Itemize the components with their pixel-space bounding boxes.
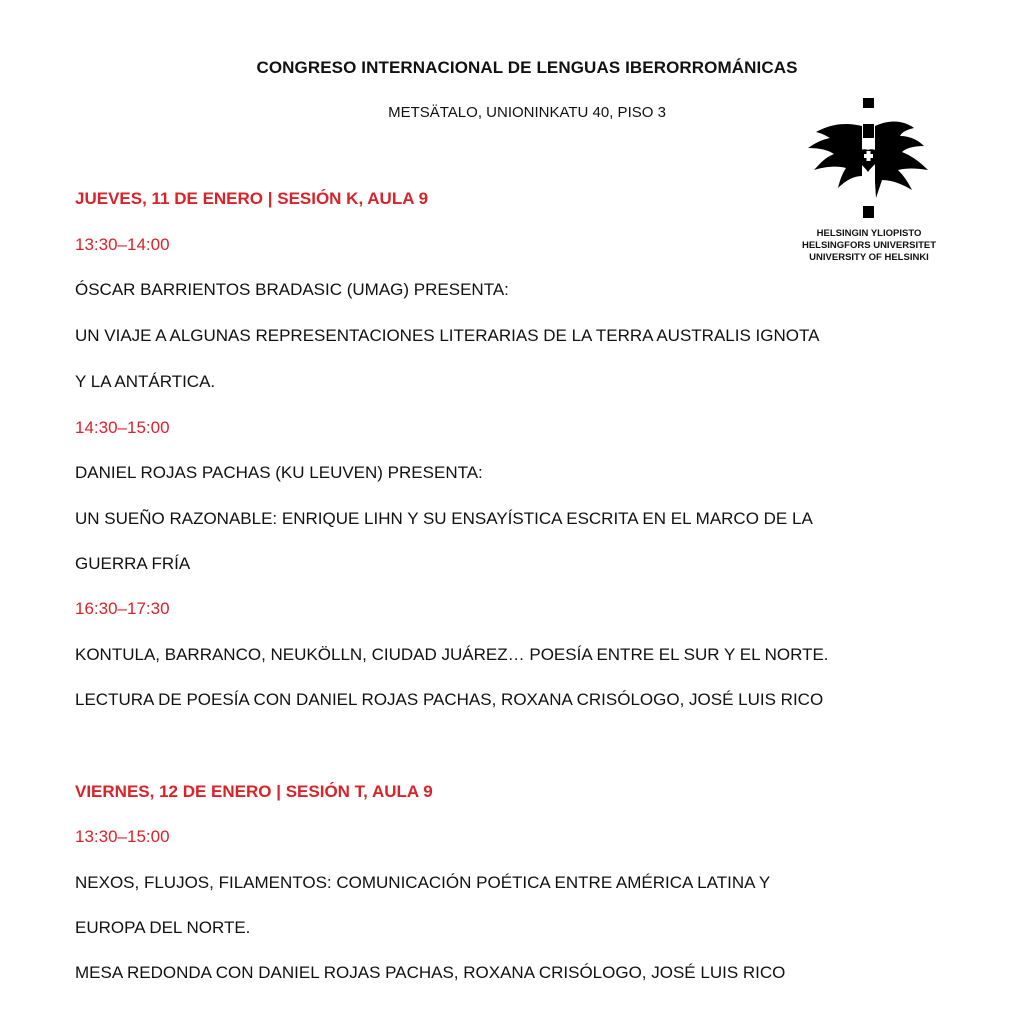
event-description: EUROPA DEL NORTE. [75,918,251,937]
event-time: 13:30–14:00 [75,235,170,254]
event-time: 14:30–15:00 [75,418,170,437]
logo-line-english: UNIVERSITY OF HELSINKI [809,252,929,263]
logo-wordmark [784,228,954,264]
event-description: UN SUEÑO RAZONABLE: ENRIQUE LIHN Y SU ENSAYÍSTICA ESCRITA EN EL MARCO DE LA [75,509,813,528]
event-description: NEXOS, FLUJOS, FILAMENTOS: COMUNICACIÓN POÉTICA ENTRE AMÉRICA LATINA Y [75,873,771,892]
event-description: LECTURA DE POESÍA CON DANIEL ROJAS PACHAS, ROXANA CRISÓLOGO, JOSÉ LUIS RICO [75,690,824,709]
flame-emblem-icon [802,96,936,221]
logo-line-swedish: HELSINGFORS UNIVERSITET [801,240,937,251]
event-presenter: DANIEL ROJAS PACHAS (KU LEUVEN) PRESENTA: [75,463,483,482]
logo-line-finnish: HELSINGIN YLIOPISTO [816,228,922,239]
university-logo [784,96,954,271]
event-description: Y LA ANTÁRTICA. [75,372,216,391]
page-title: CONGRESO INTERNACIONAL DE LENGUAS IBERORROMÁNICAS [256,58,798,77]
event-time: 16:30–17:30 [75,599,170,618]
day1-heading: JUEVES, 11 DE ENERO | SESIÓN K, AULA 9 [75,189,429,208]
event-description: GUERRA FRÍA [75,554,191,573]
event-description: KONTULA, BARRANCO, NEUKÖLLN, CIUDAD JUÁREZ… POESÍA ENTRE EL SUR Y EL NORTE. [75,645,829,664]
event-description: MESA REDONDA CON DANIEL ROJAS PACHAS, ROXANA CRISÓLOGO, JOSÉ LUIS RICO [75,963,786,982]
day2-heading: VIERNES, 12 DE ENERO | SESIÓN T, AULA 9 [75,782,433,801]
event-time: 13:30–15:00 [75,827,170,846]
event-description: UN VIAJE A ALGUNAS REPRESENTACIONES LITERARIAS DE LA TERRA AUSTRALIS IGNOTA [75,326,820,345]
venue-address: METSÄTALO, UNIONINKATU 40, PISO 3 [388,104,666,121]
event-presenter: ÓSCAR BARRIENTOS BRADASIC (UMAG) PRESENTA: [75,280,509,299]
